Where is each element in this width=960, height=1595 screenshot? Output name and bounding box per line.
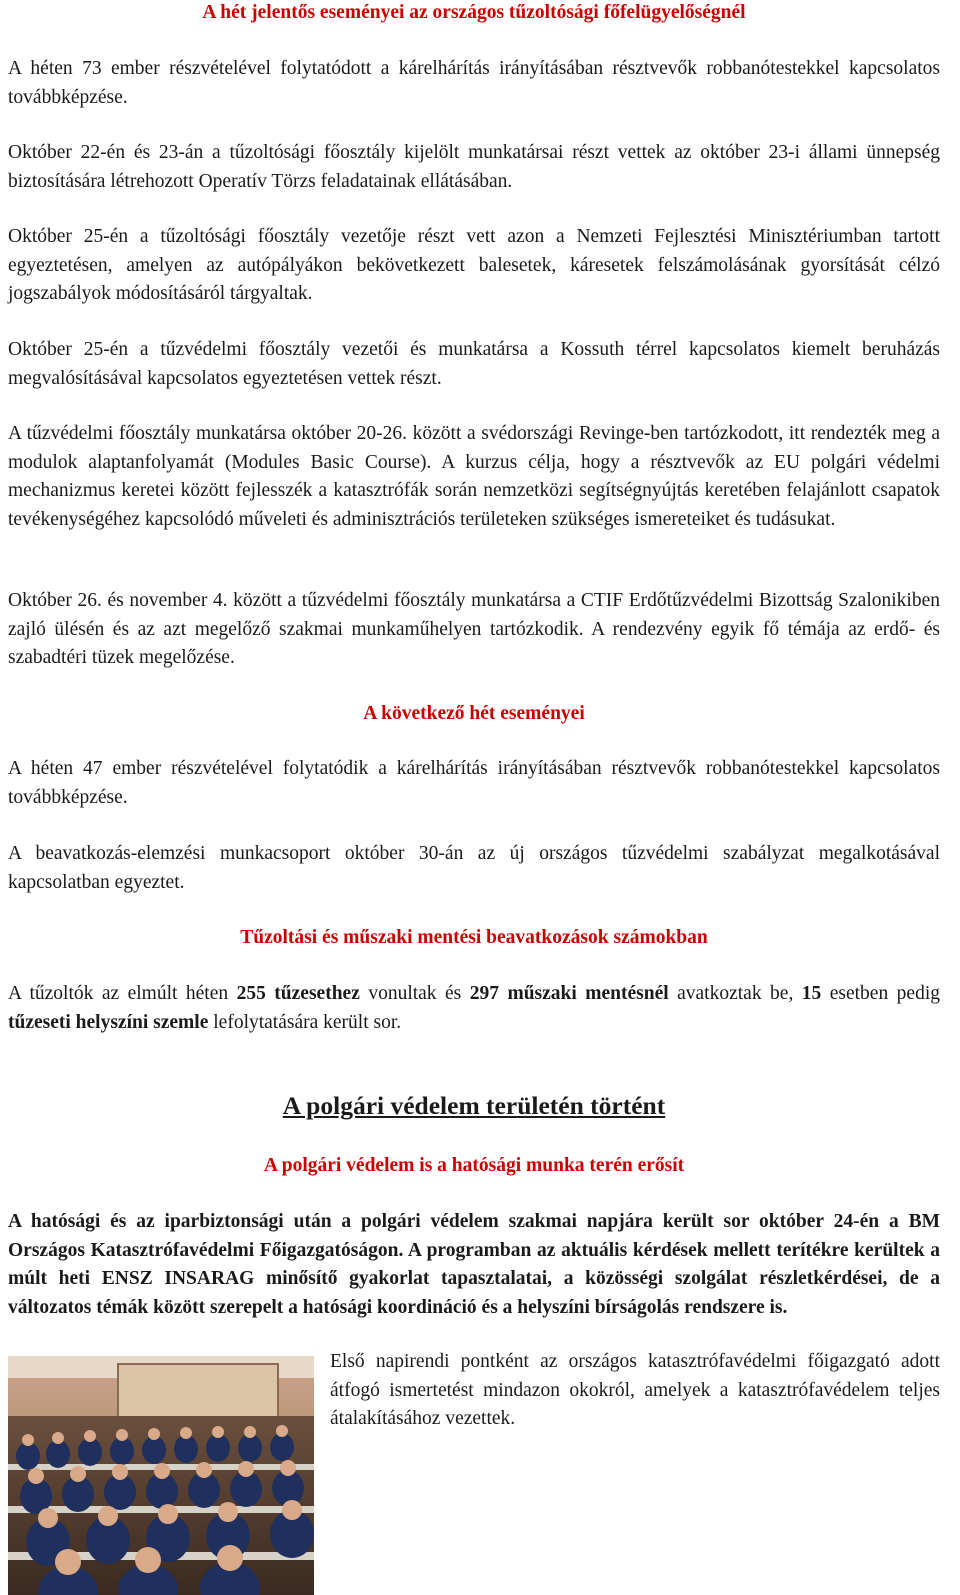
paragraph-working-group: A beavatkozás-elemzési munkacsoport október 30-án az új országos tűzvédelmi szabályzat megalkotásával kapcsolatban egyeztet.	[8, 843, 940, 893]
paragraph-october-22-23: Október 22-én és 23-án a tűzoltósági főosztály kijelölt munkatársai részt vettek az október 23-i állami ünnepség biztosítására létrehozott Operatív Törzs feladatainak ellátásában.	[8, 142, 940, 192]
paragraph-statistics: A tűzoltók az elmúlt héten 255 tűzesethez vonultak és 297 műszaki mentésnél avatkoztak be, 15 esetben pedig tűzeseti helyszíni szemle lefolytatására került sor.	[8, 983, 940, 1033]
statistics-heading: Tűzoltási és műszaki mentési beavatkozások számokban	[240, 927, 708, 948]
paragraph-civil-protection-lead: A hatósági és az iparbiztonsági után a polgári védelem szakmai napjára került sor október 24-én a BM Országos Katasztrófavédelmi Főigazgatóságon. A programban az aktuális kérdések mellett terítékre kerültek a múlt heti ENSZ INSARAG minősítő gyakorlat tapasztalatai, a közösségi szolgálat részletkérdései, de a változatos témák között szerepelt a hatósági koordináció és a helyszíni bírságolás rendszere is.	[8, 1211, 940, 1318]
paragraph-first-agenda-item: Első napirendi pontként az országos katasztrófavédelmi főigazgató adott átfogó ismertetést mindazon okokról, amelyek a katasztrófavédelem teljes átalakításához vezettek.	[330, 1351, 940, 1429]
inspection-label: tűzeseti helyszíni szemle	[8, 1011, 209, 1033]
paragraph-training-47: A héten 47 ember részvételével folytatódik a kárelhárítás irányításában résztvevők robbanótestekkel kapcsolatos továbbképzése.	[8, 758, 940, 808]
paragraph-training-73: A héten 73 ember részvételével folytatódott a kárelhárítás irányításában résztvevők robbanótestekkel kapcsolatos továbbképzése.	[8, 58, 940, 108]
inspection-count: 15	[801, 983, 822, 1004]
weekly-events-heading: A hét jelentős eseményei az országos tűzoltósági főfelügyelőségnél	[202, 2, 746, 23]
civil-protection-subheading: A polgári védelem is a hatósági munka terén erősít	[263, 1155, 685, 1176]
civil-protection-heading: A polgári védelem területén történt	[282, 1091, 666, 1120]
paragraph-ctif-committee: Október 26. és november 4. között a tűzvédelmi főosztály munkatársa a CTIF Erdőtűzvédelmi Bizottság Szalonikiben zajló ülésén és az azt megelőző szakmai munkaműhelyen tartózkodik. A rendezvény egyik fő témája az erdő- és szabadtéri tüzek megelőzése.	[8, 590, 940, 668]
paragraph-revinge-course: A tűzvédelmi főosztály munkatársa október 20-26. között a svédországi Revinge-ben tartózkodott, itt rendezték meg a modulok alaptanfolyamát (Modules Basic Course). A kurzus célja, hogy a résztvevők az EU polgári védelmi mechanizmus keretei között fejlesszék a katasztrófák során nemzetközi segítségnyújtás keretében felajánlott csapatok tevékenységéhez kapcsolódó műveleti és adminisztrációs területeken szükséges ismereteiket és tudásukat.	[8, 423, 940, 530]
fire-count: 255 tűzesethez	[236, 983, 360, 1004]
paragraph-october-25-kossuth: Október 25-én a tűzvédelmi főosztály vezetői és munkatársa a Kossuth térrel kapcsolatos kiemelt beruházás megvalósításával kapcsolatos egyeztetésen vettek részt.	[8, 339, 940, 389]
paragraph-october-25-ministry: Október 25-én a tűzoltósági főosztály vezetője részt vett azon a Nemzeti Fejlesztési Minisztériumban tartott egyeztetésen, amelyen az autópályákon bekövetkezett balesetek, káresetek felszámolásának gyorsítását célzó jogszabályok módosításáról tárgyaltak.	[8, 226, 940, 304]
conference-photo	[8, 1356, 314, 1595]
next-week-heading: A következő hét eseményei	[363, 703, 585, 724]
rescue-count: 297 műszaki mentésnél	[469, 983, 669, 1004]
